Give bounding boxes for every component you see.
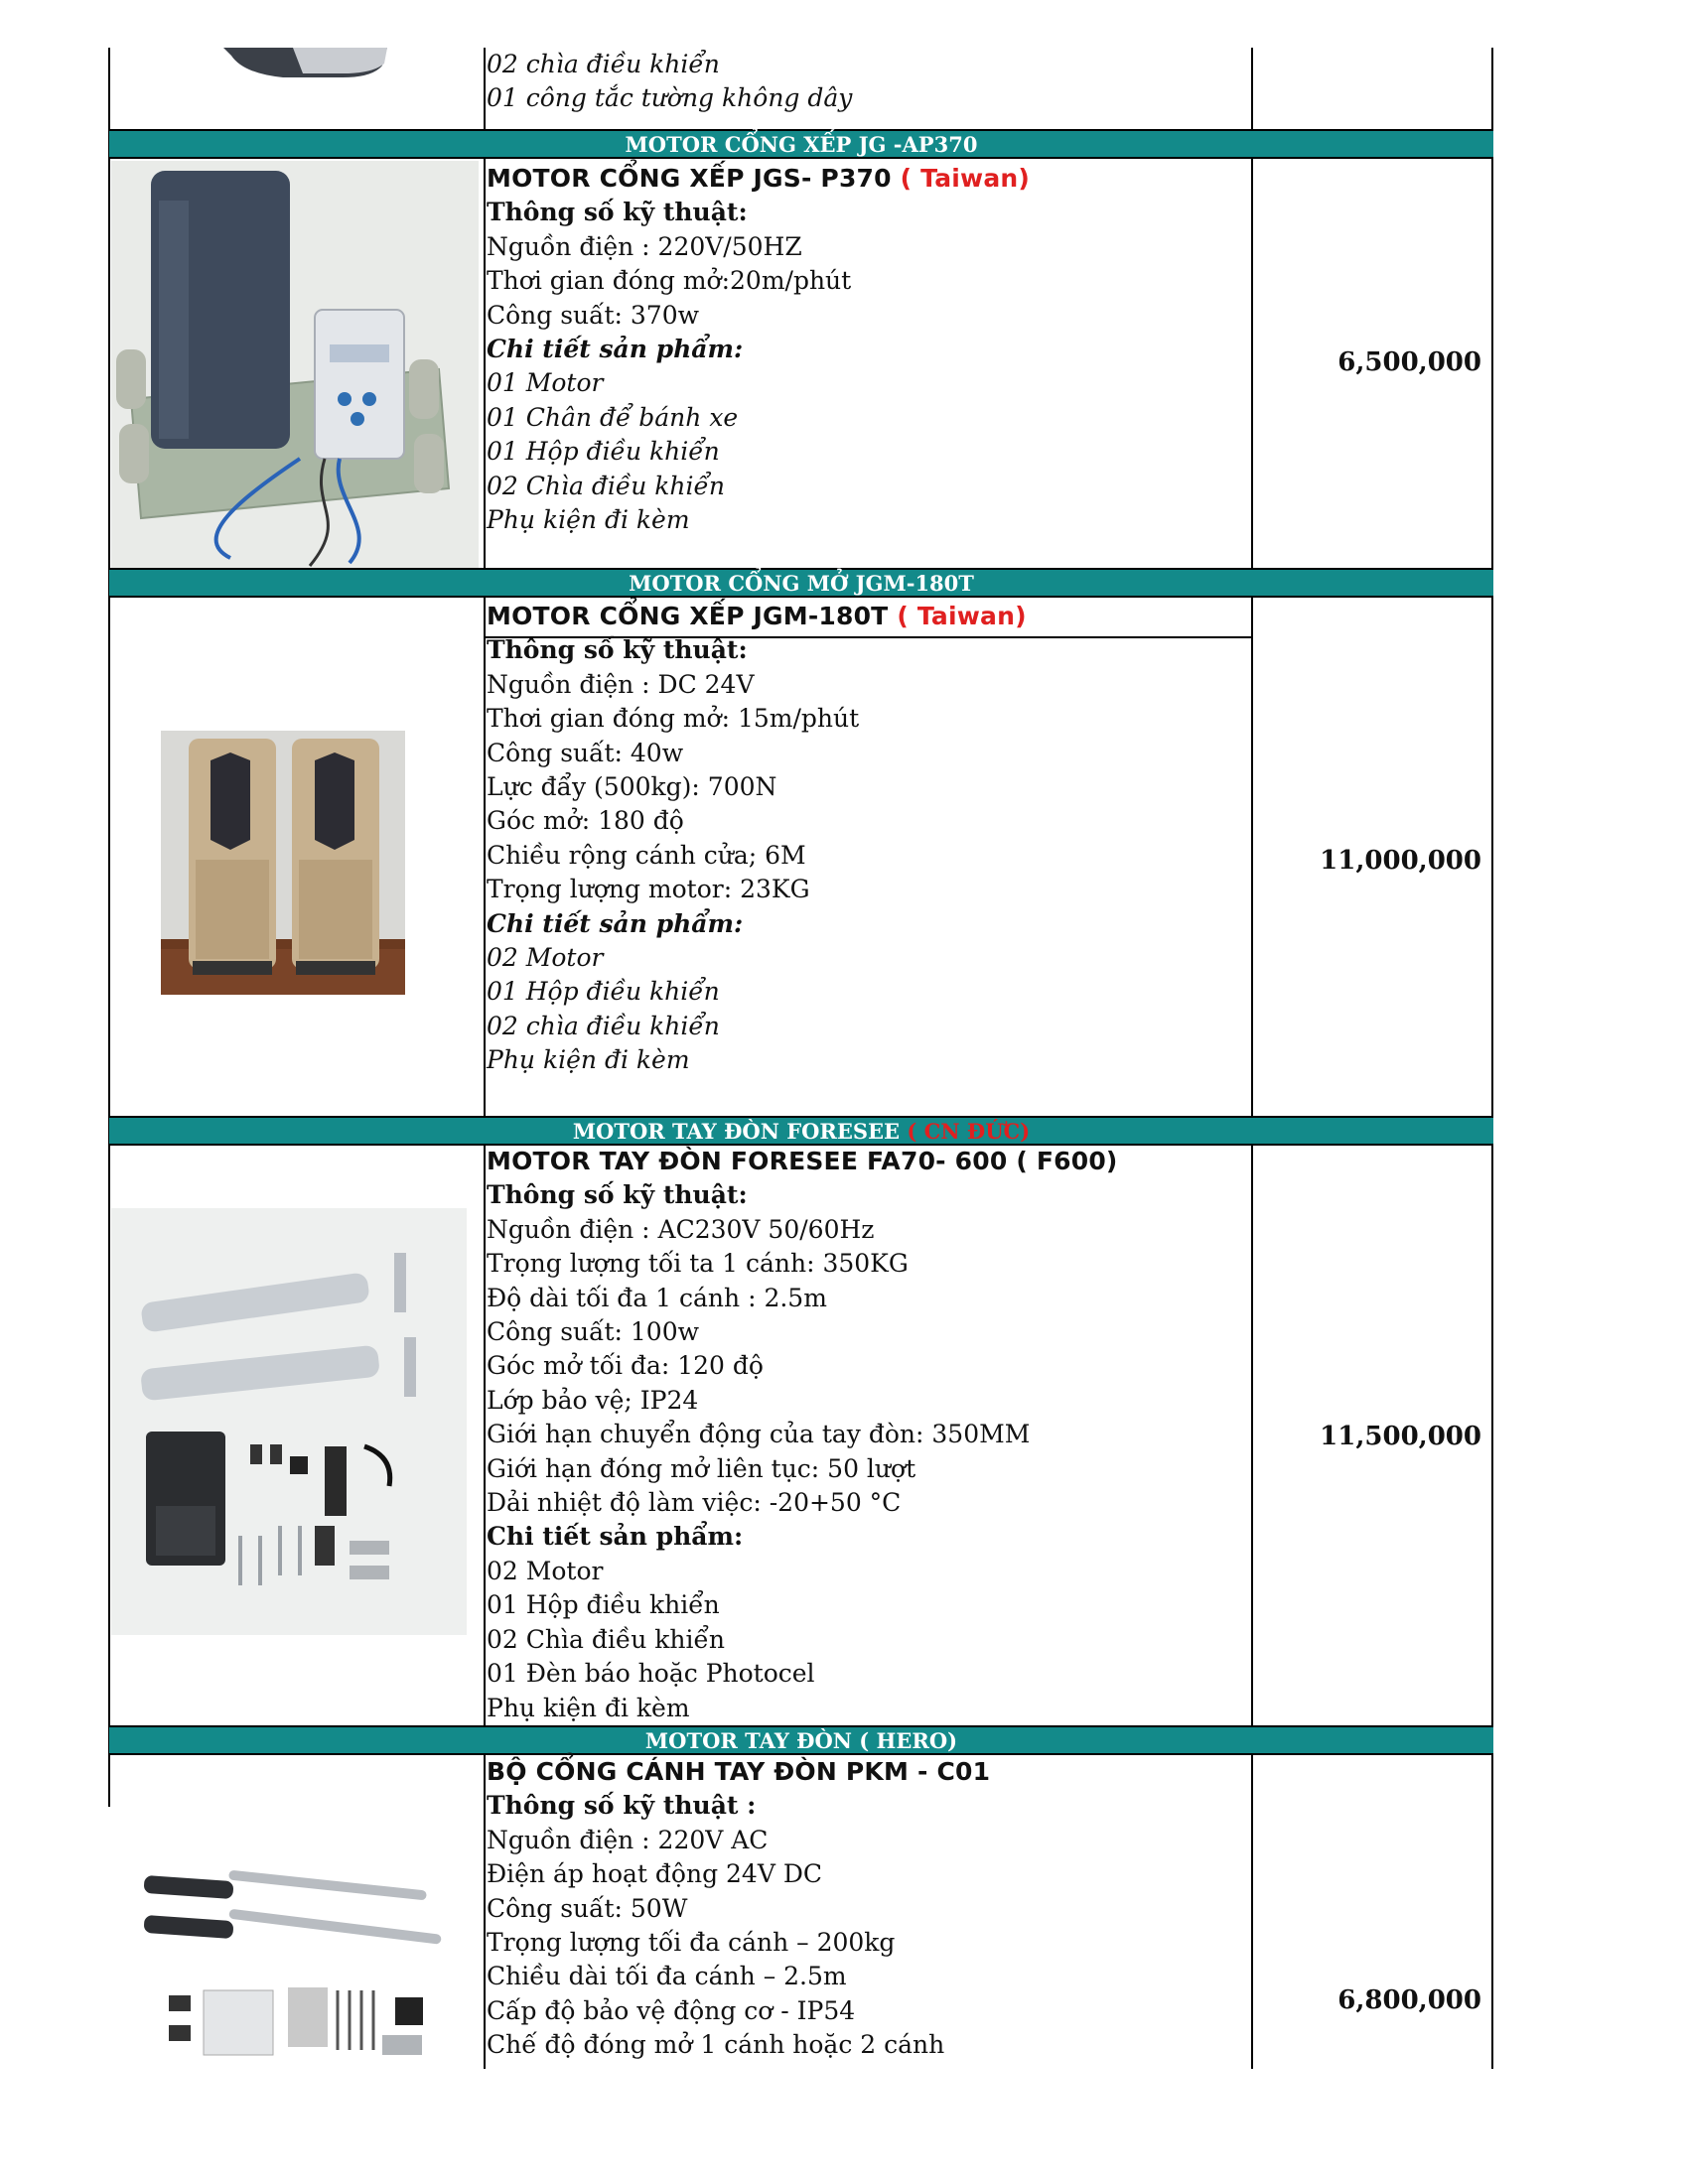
- product-title: MOTOR TAY ĐÒN FORESEE FA70- 600 ( F600): [487, 1147, 1118, 1175]
- section-band-jgm-180t: MOTOR CỔNG MỞ JGM-180T: [109, 568, 1493, 598]
- table-border-left-lower: [108, 1791, 110, 1807]
- price-jgs-p370: 6,500,000: [1337, 347, 1481, 377]
- spec-line: Giới hạn đóng mở liên tục: 50 lượt: [487, 1453, 916, 1483]
- product-description-jgm-180t: [487, 600, 1251, 1078]
- spec-heading: Thông số kỹ thuật:: [487, 1180, 748, 1210]
- spec-line: Góc mở: 180 độ: [487, 806, 684, 836]
- spec-line: Thơi gian đóng mở:20m/phút: [487, 266, 852, 296]
- spec-line: Thơi gian đóng mở: 15m/phút: [487, 704, 860, 734]
- spec-line: Nguồn điện : 220V AC: [487, 1825, 769, 1854]
- spec-line: Độ dài tối đa 1 cánh : 2.5m: [487, 1283, 827, 1312]
- spec-line: Nguồn điện : 220V/50HZ: [487, 231, 802, 261]
- detail-line: 02 Motor: [487, 943, 604, 973]
- table-border-right: [1491, 48, 1493, 2069]
- section-band-hero: MOTOR TAY ĐÒN ( HERO): [109, 1725, 1493, 1755]
- detail-line: 01 Hộp điều khiển: [487, 1590, 720, 1620]
- product-photo-pkm-c01: [129, 1866, 472, 2075]
- product-title: MOTOR CỔNG XẾP JGS- P370 ( Taiwan): [487, 164, 1031, 193]
- spec-line: Chiều rộng cánh cửa; 6M: [487, 840, 806, 870]
- spec-line: Công suất: 100w: [487, 1317, 700, 1347]
- detail-line: 01 Đèn báo hoặc Photocel: [487, 1659, 815, 1689]
- spec-line: Nguồn điện : DC 24V: [487, 669, 755, 699]
- product-description-foresee-fa70-600: [487, 1145, 1251, 1725]
- spec-line: Chế độ đóng mở 1 cánh hoặc 2 cánh: [487, 2030, 945, 2060]
- section-band-foresee: MOTOR TAY ĐÒN FORESEE ( CN ĐỨC): [109, 1116, 1493, 1146]
- spec-line: Công suất: 370w: [487, 300, 700, 330]
- product-title: BỘ CỔNG CÁNH TAY ĐÒN PKM - C01: [487, 1757, 991, 1786]
- spec-line: Trọng lượng motor: 23KG: [487, 875, 810, 904]
- top-row-item: 02 chìa điều khiển: [487, 50, 720, 78]
- spec-line: Điện áp hoạt động 24V DC: [487, 1859, 823, 1889]
- detail-line: 01 Hộp điều khiển: [487, 977, 720, 1007]
- detail-line: Phụ kiện đi kèm: [487, 505, 690, 535]
- product-description-jgs-p370: [487, 162, 1251, 537]
- detail-heading: Chi tiết sản phẩm:: [487, 908, 744, 938]
- detail-line: 01 Motor: [487, 368, 604, 398]
- product-photo-top-partial: [223, 48, 387, 81]
- spec-heading: Thông số kỹ thuật:: [487, 198, 748, 227]
- spec-heading: Thông số kỹ thuật:: [487, 635, 748, 665]
- detail-line: 01 Chân để bánh xe: [487, 402, 739, 432]
- spec-line: Nguồn điện : AC230V 50/60Hz: [487, 1214, 875, 1244]
- spec-line: Chiều dài tối đa cánh – 2.5m: [487, 1962, 847, 1991]
- spec-line: Trọng lượng tối ta 1 cánh: 350KG: [487, 1249, 909, 1279]
- detail-heading: Chi tiết sản phẩm:: [487, 335, 744, 364]
- product-description-pkm-c01: [487, 1755, 1251, 2063]
- spec-line: Công suất: 50W: [487, 1893, 688, 1923]
- product-photo-jgm-180t: [161, 731, 405, 995]
- product-photo-jgs-p370: [111, 161, 479, 568]
- spec-line: Lực đẩy (500kg): 700N: [487, 772, 777, 802]
- table-divider-desc: [484, 48, 486, 2069]
- spec-line: Công suất: 40w: [487, 738, 684, 767]
- spec-line: Dải nhiệt độ làm việc: -20+50 °C: [487, 1488, 902, 1518]
- detail-line: Phụ kiện đi kèm: [487, 1045, 690, 1075]
- detail-line: 02 Chìa điều khiển: [487, 1624, 725, 1654]
- top-row-item: 01 công tắc tường không dây: [487, 83, 853, 113]
- top-row-items: [487, 48, 1251, 116]
- spec-line: Trọng lượng tối đa cánh – 200kg: [487, 1928, 896, 1958]
- section-band-jg-ap370: MOTOR CỔNG XẾP JG -AP370: [109, 129, 1493, 159]
- spec-line: Cấp độ bảo vệ động cơ - IP54: [487, 1995, 856, 2025]
- spec-line: Lớp bảo vệ; IP24: [487, 1385, 699, 1415]
- price-jgm-180t: 11,000,000: [1320, 846, 1481, 876]
- product-title: MOTOR CỔNG XẾP JGM-180T ( Taiwan): [487, 602, 1027, 630]
- spec-line: Giới hạn chuyển động của tay đòn: 350MM: [487, 1420, 1031, 1449]
- detail-line: 01 Hộp điều khiển: [487, 437, 720, 467]
- spec-line: Góc mở tối đa: 120 độ: [487, 1351, 764, 1381]
- detail-line: Phụ kiện đi kèm: [487, 1693, 690, 1722]
- spec-heading: Thông số kỹ thuật :: [487, 1791, 757, 1821]
- price-foresee-fa70-600: 11,500,000: [1320, 1422, 1481, 1451]
- table-border-left: [108, 48, 110, 1791]
- detail-heading: Chi tiết sản phẩm:: [487, 1522, 744, 1552]
- detail-line: 02 Chìa điều khiển: [487, 471, 725, 500]
- product-photo-foresee-fa70-600: [111, 1208, 467, 1635]
- price-pkm-c01: 6,800,000: [1337, 1985, 1481, 2015]
- detail-line: 02 Motor: [487, 1556, 604, 1585]
- detail-line: 02 chìa điều khiển: [487, 1011, 720, 1040]
